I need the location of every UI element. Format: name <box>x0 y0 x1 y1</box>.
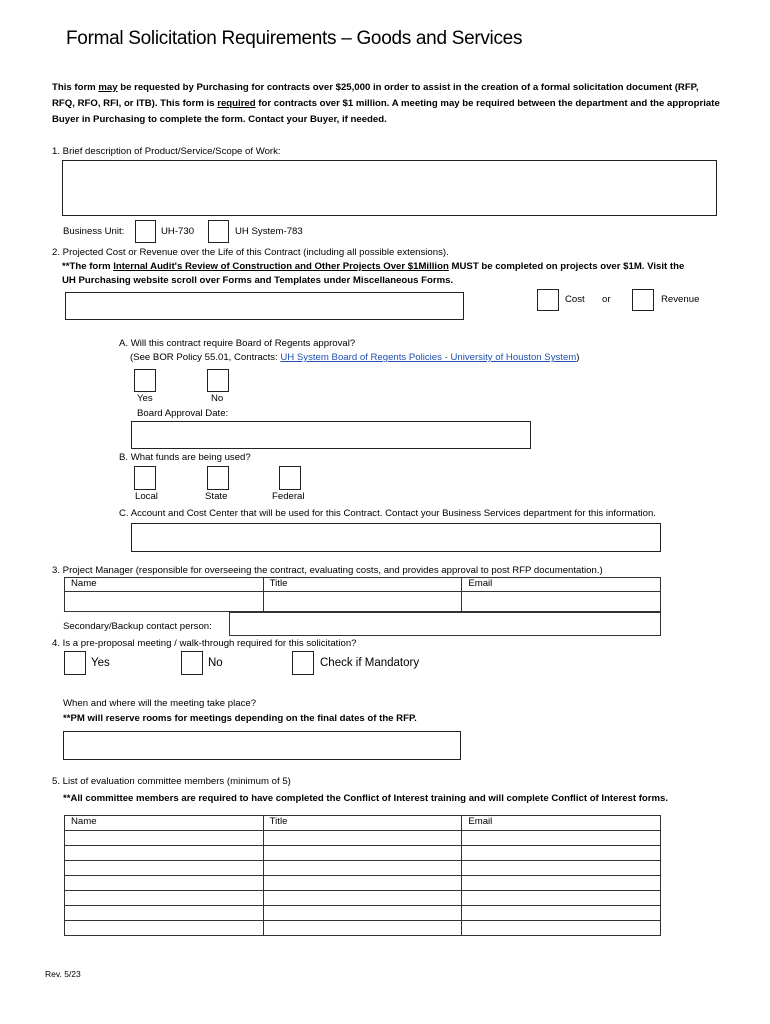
mandatory-checkbox[interactable] <box>292 651 314 675</box>
committee-cell[interactable] <box>65 846 264 861</box>
committee-cell[interactable] <box>263 831 462 846</box>
revenue-label: Revenue <box>661 294 700 305</box>
q2a-label: A. Will this contract require Board of Regents approval? <box>119 338 356 349</box>
mandatory-label: Check if Mandatory <box>320 657 420 669</box>
q2-label: 2. Projected Cost or Revenue over the Life of this Contract (including all possible extensions). <box>52 247 449 258</box>
bor-policy-link[interactable]: UH System Board of Regents Policies - University of Houston System <box>280 352 577 363</box>
committee-cell[interactable] <box>263 891 462 906</box>
q2b-label: B. What funds are being used? <box>119 452 251 463</box>
committee-cell[interactable] <box>462 846 661 861</box>
projected-cost-field[interactable] <box>65 292 464 320</box>
uh-system-783-checkbox[interactable] <box>208 220 229 243</box>
board-approval-date-field[interactable] <box>131 421 531 449</box>
committee-col-email: Email <box>462 816 661 831</box>
bor-no-label: No <box>211 393 224 404</box>
cost-label: Cost <box>565 294 585 305</box>
pm-title-cell[interactable] <box>263 592 462 612</box>
committee-cell[interactable] <box>263 921 462 936</box>
committee-cell[interactable] <box>65 861 264 876</box>
pm-room-note: **PM will reserve rooms for meetings depending on the final dates of the RFP. <box>63 713 417 724</box>
uh-730-label: UH-730 <box>161 226 195 237</box>
state-label: State <box>205 491 228 502</box>
committee-cell[interactable] <box>65 831 264 846</box>
business-unit-label: Business Unit: <box>63 226 125 237</box>
committee-cell[interactable] <box>462 831 661 846</box>
bor-yes-checkbox[interactable] <box>134 369 156 392</box>
committee-col-title: Title <box>263 816 462 831</box>
meeting-when-label: When and where will the meeting take place? <box>63 698 257 709</box>
uh-system-783-label: UH System-783 <box>235 226 303 237</box>
or-label: or <box>602 294 611 305</box>
committee-cell[interactable] <box>65 921 264 936</box>
account-cost-center-field[interactable] <box>131 523 661 552</box>
internal-audit-form-link[interactable]: Internal Audit's Review of Construction and Other Projects Over $1Million <box>113 261 449 272</box>
federal-label: Federal <box>272 491 305 502</box>
meeting-no-label: No <box>208 657 223 669</box>
q5-label: 5. List of evaluation committee members (minimum of 5) <box>52 776 291 787</box>
committee-cell[interactable] <box>462 876 661 891</box>
q1-label: 1. Brief description of Product/Service/Scope of Work: <box>52 146 281 157</box>
local-label: Local <box>135 491 158 502</box>
committee-cell[interactable] <box>65 906 264 921</box>
local-funds-checkbox[interactable] <box>134 466 156 490</box>
committee-col-name: Name <box>65 816 264 831</box>
intro-paragraph: This form may be requested by Purchasing for contracts over $25,000 in order to assist in the creation of a formal solicitation document (RFP, RFQ, RFO, RFI, or ITB). This form is required for contracts over $1 million. A meeting may be required between the department and the appropriate Buyer in Purchasing to complete the form. Contact your Buyer, if needed. <box>52 82 720 125</box>
committee-cell[interactable] <box>462 891 661 906</box>
q2c-label: C. Account and Cost Center that will be used for this Contract. Contact your Business Services department for this information. <box>119 508 656 519</box>
committee-cell[interactable] <box>462 861 661 876</box>
committee-cell[interactable] <box>65 876 264 891</box>
committee-cell[interactable] <box>65 891 264 906</box>
meeting-no-checkbox[interactable] <box>181 651 203 675</box>
revenue-checkbox[interactable] <box>632 289 654 311</box>
page-title: Formal Solicitation Requirements – Goods and Services <box>66 28 523 49</box>
committee-cell[interactable] <box>462 921 661 936</box>
pm-col-title: Title <box>263 578 462 592</box>
pm-name-cell[interactable] <box>65 592 264 612</box>
uh-730-checkbox[interactable] <box>135 220 156 243</box>
secondary-contact-field[interactable] <box>229 612 661 636</box>
revision-label: Rev. 5/23 <box>45 969 81 979</box>
federal-funds-checkbox[interactable] <box>279 466 301 490</box>
committee-cell[interactable] <box>263 876 462 891</box>
q2-note-line2: UH Purchasing website scroll over Forms and Templates under Miscellaneous Forms. <box>62 275 454 286</box>
committee-cell[interactable] <box>263 861 462 876</box>
meeting-details-field[interactable] <box>63 731 461 760</box>
bor-no-checkbox[interactable] <box>207 369 229 392</box>
meeting-yes-checkbox[interactable] <box>64 651 86 675</box>
bor-yes-label: Yes <box>137 393 153 404</box>
q2-note: **The form Internal Audit's Review of Construction and Other Projects Over $1Million MUST be completed on projects over $1M. Visit the <box>62 261 685 272</box>
committee-cell[interactable] <box>263 906 462 921</box>
q4-label: 4. Is a pre-proposal meeting / walk-through required for this solicitation? <box>52 638 357 649</box>
state-funds-checkbox[interactable] <box>207 466 229 490</box>
q3-label: 3. Project Manager (responsible for overseeing the contract, evaluating costs, and provides approval to post RFP documentation.) <box>52 565 603 576</box>
meeting-yes-label: Yes <box>91 657 110 669</box>
committee-cell[interactable] <box>263 846 462 861</box>
bor-policy-reference: (See BOR Policy 55.01, Contracts: UH System Board of Regents Policies - University of Houston System) <box>130 352 580 363</box>
project-manager-table <box>64 577 661 612</box>
pm-email-cell[interactable] <box>462 592 661 612</box>
secondary-contact-label: Secondary/Backup contact person: <box>63 621 212 632</box>
pm-col-email: Email <box>462 578 661 592</box>
board-approval-date-label: Board Approval Date: <box>137 408 229 419</box>
cost-checkbox[interactable] <box>537 289 559 311</box>
committee-cell[interactable] <box>462 906 661 921</box>
scope-description-field[interactable] <box>62 160 717 216</box>
pm-col-name: Name <box>65 578 264 592</box>
evaluation-committee-table <box>64 815 661 936</box>
conflict-of-interest-note: **All committee members are required to have completed the Conflict of Interest training and will complete Conflict of Interest forms. <box>63 793 669 804</box>
